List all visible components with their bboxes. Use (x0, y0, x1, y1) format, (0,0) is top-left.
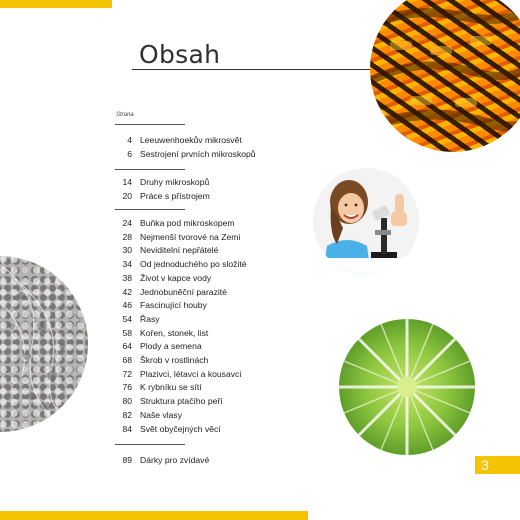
toc-chapter-title: Život v kapce vody (140, 272, 212, 283)
separator (115, 444, 185, 445)
title-underline (132, 69, 392, 70)
toc-page-number: 64 (122, 341, 132, 352)
toc-chapter-title: Sestrojení prvních mikroskopů (140, 148, 256, 159)
toc-page-number: 38 (122, 272, 132, 283)
separator (115, 124, 185, 125)
top-accent-bar (0, 0, 112, 8)
toc-chapter-title: Jednobuněční parazité (140, 286, 227, 297)
toc-entry (0, 217, 300, 230)
toc-chapter-title: Struktura ptačího peří (140, 396, 223, 407)
page-title: Obsah (139, 40, 221, 69)
toc-entry (0, 134, 300, 147)
toc-chapter-title: Kořen, stonek, list (140, 327, 209, 338)
toc-chapter-title: Práce s přístrojem (140, 190, 210, 201)
toc-chapter-title: K rybníku se sítí (140, 382, 202, 393)
toc-chapter-title: Neviditelní nepřátelé (140, 245, 219, 256)
separator (115, 169, 185, 170)
middle-right-photo (313, 168, 419, 274)
bottom-right-photo (330, 310, 484, 464)
toc-page-number: 14 (122, 177, 132, 187)
toc-page-number: 28 (122, 231, 132, 242)
toc-page-number: 68 (122, 355, 132, 365)
separator (115, 209, 185, 210)
toc-chapter-title: Leeuwenhoekův mikrosvět (140, 135, 242, 145)
page-number: 3 (481, 457, 489, 473)
toc-entry (0, 423, 300, 436)
toc-chapter-title: Od jednoduchého po složité (140, 259, 247, 270)
orange-scales-image (370, 0, 520, 152)
toc-page-number: 76 (122, 382, 132, 393)
toc-page-number: 89 (122, 455, 132, 465)
toc-chapter-title: Plazivci, létavci a kousavci (140, 368, 242, 379)
page-column-label: Strana (116, 112, 134, 118)
toc-page-number: 20 (122, 190, 132, 201)
toc-page-number: 30 (122, 245, 132, 256)
bottom-accent-bar (0, 511, 308, 520)
toc-chapter-title: Fascinující houby (140, 300, 207, 311)
toc-chapter-title: Škrob v rostlinách (140, 355, 209, 365)
toc-entry (0, 148, 300, 161)
girl-with-microscope-image (313, 168, 419, 274)
toc-page-number: 84 (122, 423, 132, 434)
toc-chapter-title: Řasy (140, 313, 160, 324)
toc-page-number: 80 (122, 396, 132, 407)
page-number-tab (475, 456, 520, 474)
toc-chapter-title: Plody a semena (140, 341, 202, 352)
toc-chapter-title: Naše vlasy (140, 409, 183, 420)
top-right-photo (370, 0, 520, 152)
toc-page-number: 54 (122, 313, 132, 324)
toc-chapter-title: Buňka pod mikroskopem (140, 218, 235, 228)
toc-entry (0, 190, 300, 203)
toc-chapter-title: Druhy mikroskopů (140, 177, 210, 187)
toc-page-number: 4 (127, 135, 132, 145)
toc-entry (0, 454, 300, 467)
toc-page-number: 6 (127, 148, 132, 159)
diatom-image (330, 310, 484, 464)
toc-page-number: 34 (122, 259, 132, 270)
toc-entry (0, 231, 300, 244)
toc-page-number: 46 (122, 300, 132, 311)
toc-page-number: 58 (122, 327, 132, 338)
toc-entry (0, 176, 300, 189)
toc-page-number: 42 (122, 286, 132, 297)
toc-page-number: 72 (122, 368, 132, 379)
toc-page-number: 82 (122, 409, 132, 420)
toc-chapter-title: Dárky pro zvídavé (140, 455, 210, 465)
toc-chapter-title: Svět obyčejných věcí (140, 423, 221, 434)
toc-entry (0, 244, 300, 257)
toc-page-number: 24 (122, 218, 132, 228)
toc-chapter-title: Nejmenší tvorové na Zemi (140, 231, 241, 242)
